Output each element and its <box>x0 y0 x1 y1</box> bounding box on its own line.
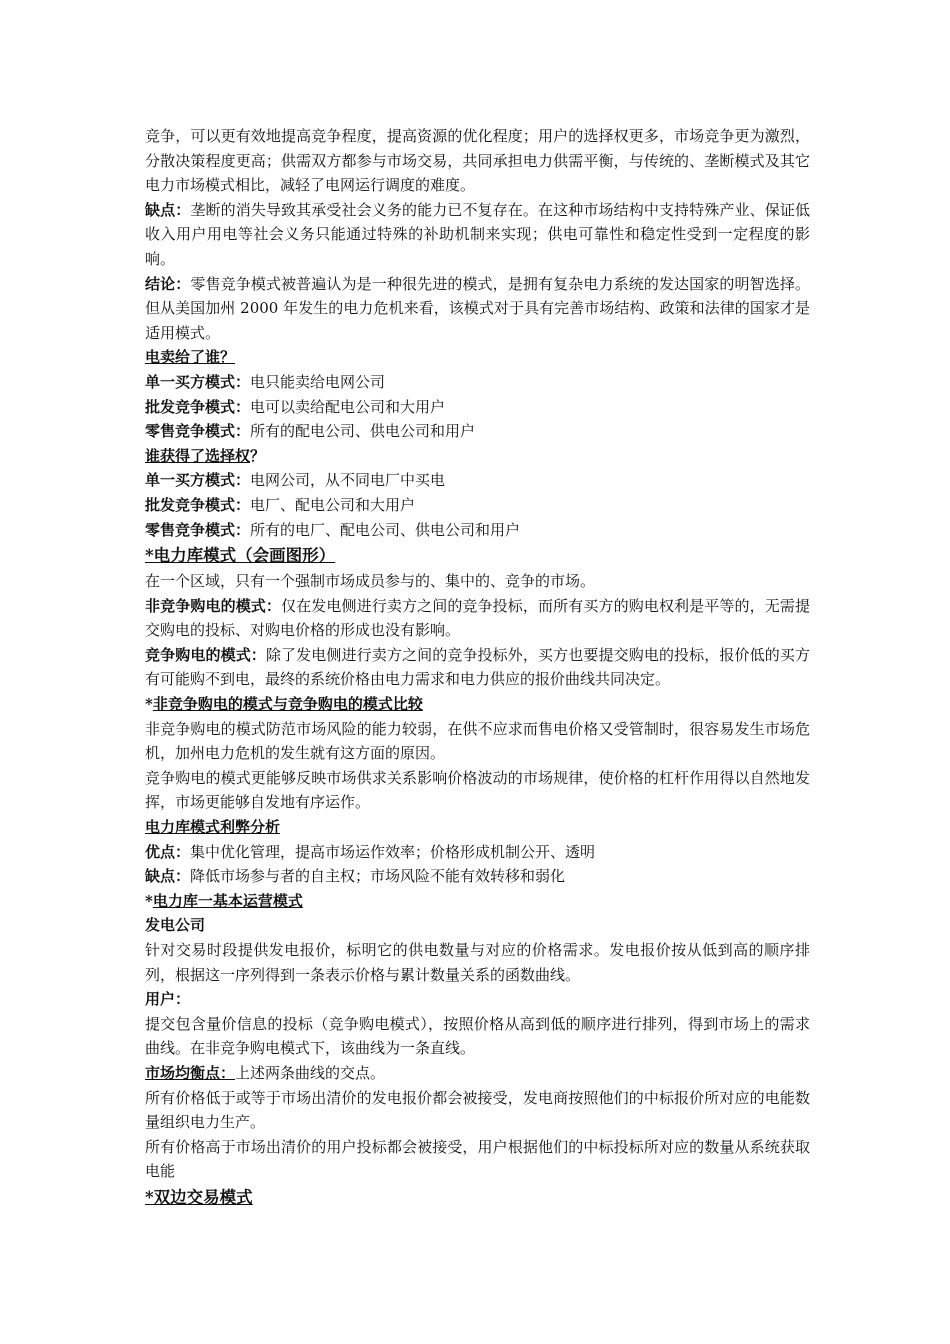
heading-compare-text: 非竞争购电的模式与竞争购电的模式比较 <box>152 695 423 714</box>
choice-wholesale <box>145 493 810 518</box>
sold-single-buyer <box>145 370 810 395</box>
generation-company-label: 发电公司 <box>145 916 206 935</box>
advantages-label: 优点： <box>145 842 191 861</box>
sold-single-buyer-label: 单一买方模式： <box>145 372 251 391</box>
sold-wholesale-text: 电可以卖给配电公司和大用户 <box>250 397 446 416</box>
equilibrium-text: 上述两条曲线的交点。 <box>235 1063 386 1082</box>
sold-wholesale <box>145 395 810 420</box>
equilibrium-users: 所有价格高于市场出清价的用户投标都会被接受，用户根据他们的中标投标所对应的数量从系统获取电能 <box>145 1137 810 1181</box>
heading-sold-to: 电卖给了谁？ <box>145 348 236 367</box>
retail-disadvantage-paragraph <box>145 198 810 272</box>
sold-retail-label: 零售竞争模式： <box>145 422 251 441</box>
choice-retail-label: 零售竞争模式： <box>145 520 251 539</box>
choice-single-buyer <box>145 468 810 493</box>
pool-advantages <box>145 840 810 865</box>
sold-wholesale-label: 批发竞争模式： <box>145 397 251 416</box>
conclusion-text: 零售竞争模式被普遍认为是一种很先进的模式，是拥有复杂电力系统的发达国家的明智选择。但从美国加州 2000 年发生的电力危机来看，该模式对于具有完善市场结构、政策和法律的国家才是适用模式。 <box>145 274 810 342</box>
heading-compare-star: * <box>145 695 153 714</box>
pool-disadvantages-label: 缺点： <box>145 867 191 886</box>
retail-advantage-paragraph: 竞争，可以更有效地提高竞争程度，提高资源的优化程度；用户的选择权更多，市场竞争更为激烈，分散决策程度更高；供需双方都参与市场交易，共同承担电力供需平衡，与传统的、垄断模式及其它电力市场模式相比，减轻了电网运行调度的难度。 <box>145 127 810 195</box>
sold-retail <box>145 419 810 444</box>
heading-power-pool-text: *电力库模式（会画图形） <box>145 546 336 566</box>
competitive-label: 竞争购电的模式： <box>145 645 266 664</box>
user-label: 用户： <box>145 990 191 1009</box>
pool-disadvantages <box>145 864 810 889</box>
choice-single-buyer-label: 单一买方模式： <box>145 471 251 490</box>
choice-single-buyer-text: 电网公司，从不同电厂中买电 <box>250 471 446 490</box>
choice-retail-text: 所有的电厂、配电公司、供电公司和用户 <box>250 520 521 539</box>
sold-retail-text: 所有的配电公司、供电公司和用户 <box>250 422 476 441</box>
choice-retail <box>145 518 810 543</box>
heading-compare <box>145 692 810 717</box>
competitive-purchase <box>145 643 810 692</box>
noncompetitive-text: 仅在发电侧进行卖方之间的竞争投标，而所有买方的购电权利是平等的，无需提交购电的投标、对购电价格的形成也没有影响。 <box>145 596 810 640</box>
conclusion-paragraph <box>145 272 810 346</box>
heading-choice-mark: ？ <box>250 446 266 465</box>
heading-basic-operation <box>145 889 810 914</box>
user-text: 提交包含量价信息的投标（竞争购电模式），按照价格从高到低的顺序进行排列，得到市场上的需求曲线。在非竞争购电模式下，该曲线为一条直线。 <box>145 1014 810 1058</box>
equilibrium-point <box>145 1061 810 1086</box>
heading-basic-text: 电力库一基本运营模式 <box>152 891 303 910</box>
heading-bilateral-text: *双边交易模式 <box>145 1187 253 1207</box>
heading-basic-star: * <box>145 891 153 910</box>
document-body <box>145 124 810 1211</box>
heading-bilateral <box>145 1184 810 1211</box>
compare-paragraph-1: 非竞争购电的模式防范市场风险的能力较弱，在供不应求而售电价格又受管制时，很容易发生市场危机，加州电力危机的发生就有这方面的原因。 <box>145 719 810 763</box>
heading-choice-text: 谁获得了选择权 <box>145 446 251 465</box>
compare-paragraph-2: 竞争购电的模式更能够反映市场供求关系影响价格波动的市场规律，使价格的杠杆作用得以自然地发挥，市场更能够自发地有序运作。 <box>145 768 810 812</box>
pool-disadvantages-text: 降低市场参与者的自主权；市场风险不能有效转移和弱化 <box>190 867 566 886</box>
noncompetitive-label: 非竞争购电的模式： <box>145 596 282 615</box>
pool-definition: 在一个区域，只有一个强制市场成员参与的、集中的、竞争的市场。 <box>145 572 596 591</box>
disadvantage-text: 垄断的消失导致其承受社会义务的能力已不复存在。在这种市场结构中支持特殊产业、保证低收入用户用电等社会义务只能通过特殊的补助机制来实现；供电可靠性和稳定性受到一定程度的影响。 <box>145 200 810 268</box>
choice-wholesale-label: 批发竞争模式： <box>145 495 251 514</box>
generation-company-text: 针对交易时段提供发电报价，标明它的供电数量与对应的价格需求。发电报价按从低到高的顺序排列，根据这一序列得到一条表示价格与累计数量关系的函数曲线。 <box>145 941 810 984</box>
disadvantage-label: 缺点： <box>145 200 191 219</box>
competitive-text: 除了发电侧进行卖方之间的竞争投标外，买方也要提交购电的投标，报价低的买方有可能购不到电，最终的系统价格由电力需求和电力供应的报价曲线共同决定。 <box>145 645 810 689</box>
heading-power-pool <box>145 542 810 569</box>
heading-choice <box>145 444 810 469</box>
equilibrium-generation: 所有价格低于或等于市场出清价的发电报价都会被接受，发电商按照他们的中标报价所对应的电能数量组织电力生产。 <box>145 1088 810 1132</box>
noncompetitive-purchase <box>145 594 810 643</box>
heading-analysis: 电力库模式利弊分析 <box>145 818 281 837</box>
sold-single-buyer-text: 电只能卖给电网公司 <box>250 372 386 391</box>
conclusion-label: 结论： <box>145 274 191 293</box>
equilibrium-label: 市场均衡点： <box>145 1063 236 1082</box>
advantages-text: 集中优化管理，提高市场运作效率；价格形成机制公开、透明 <box>190 842 596 861</box>
choice-wholesale-text: 电厂、配电公司和大用户 <box>250 495 416 514</box>
